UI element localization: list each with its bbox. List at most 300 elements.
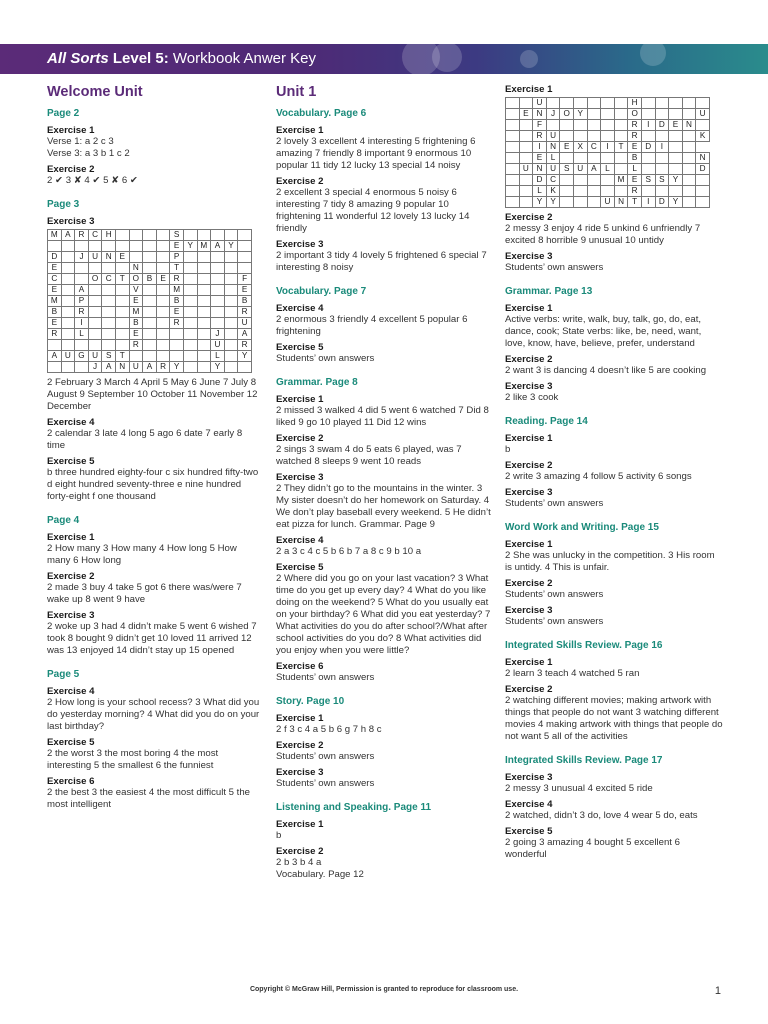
grid-cell [183, 252, 197, 263]
grid-cell [143, 285, 157, 296]
grid-cell [696, 120, 710, 131]
grid-cell [197, 329, 211, 340]
section-heading: Story. Page 10 [276, 696, 345, 707]
grid-cell: E [48, 285, 62, 296]
grid-cell [224, 252, 238, 263]
grid-cell [88, 241, 102, 252]
grid-cell [601, 153, 615, 164]
grid-cell [88, 263, 102, 274]
grid-cell: R [533, 131, 547, 142]
grid-cell: O [560, 109, 574, 120]
grid-cell [224, 318, 238, 329]
answer-text: Students’ own answers [276, 778, 375, 789]
grid-cell [88, 307, 102, 318]
grid-cell [519, 197, 533, 208]
grid-cell [682, 164, 696, 175]
exercise-label: Exercise 2 [276, 176, 324, 187]
grid-cell: T [170, 263, 184, 274]
grid-cell [156, 285, 170, 296]
grid-cell: R [75, 307, 89, 318]
decor-bubble [640, 44, 666, 66]
grid-cell [573, 120, 587, 131]
grid-cell: D [533, 175, 547, 186]
answer-text: 2 going 3 amazing 4 bought 5 excellent 6 wonderful [505, 837, 680, 860]
grid-cell: D [641, 142, 655, 153]
grid-row [506, 164, 710, 175]
exercise-label: Exercise 1 [276, 819, 324, 830]
grid-cell: V [129, 285, 143, 296]
grid-cell [183, 307, 197, 318]
grid-cell: D [655, 120, 669, 131]
grid-cell [506, 153, 520, 164]
grid-cell [88, 318, 102, 329]
grid-cell [519, 120, 533, 131]
grid-cell [669, 142, 683, 153]
grid-cell [506, 120, 520, 131]
grid-cell: N [129, 263, 143, 274]
grid-cell [506, 142, 520, 153]
grid-cell [573, 153, 587, 164]
answer-text: 2 February 3 March 4 April 5 May 6 June 7 July 8 August 9 September 10 October 11 November 12 December [47, 377, 258, 412]
grid-cell: E [669, 120, 683, 131]
grid-cell [143, 318, 157, 329]
grid-cell [238, 230, 252, 241]
column-welcome-unit [47, 82, 262, 811]
grid-cell [601, 109, 615, 120]
grid-cell [115, 318, 129, 329]
grid-cell: J [88, 362, 102, 373]
grid-cell [682, 175, 696, 186]
answer-text: 2 woke up 3 had 4 didn’t make 5 went 6 wished 7 took 8 bought 9 didn’t get 10 loved 11 arrived 12 was 13 enjoyed 14 didn’t stay up 15 opened [47, 621, 257, 656]
grid-cell: Y [238, 351, 252, 362]
grid-cell: Y [533, 197, 547, 208]
grid-cell [115, 340, 129, 351]
grid-cell [696, 175, 710, 186]
grid-cell [115, 230, 129, 241]
grid-cell [211, 274, 225, 285]
grid-cell [129, 351, 143, 362]
grid-cell [669, 131, 683, 142]
grid-cell: T [628, 197, 642, 208]
exercise-label: Exercise 2 [47, 571, 95, 582]
grid-cell [61, 362, 75, 373]
section-heading: Vocabulary. Page 7 [276, 286, 367, 297]
grid-cell: E [519, 109, 533, 120]
grid-cell: M [170, 285, 184, 296]
grid-row [48, 285, 252, 296]
grid-cell: R [238, 307, 252, 318]
grid-cell [183, 362, 197, 373]
grid-cell: L [533, 186, 547, 197]
grid-cell: E [129, 296, 143, 307]
grid-cell [197, 307, 211, 318]
grid-cell: B [143, 274, 157, 285]
grid-cell: S [102, 351, 116, 362]
grid-cell: R [156, 362, 170, 373]
grid-cell: O [628, 109, 642, 120]
grid-cell [641, 131, 655, 142]
grid-cell: Y [669, 175, 683, 186]
grid-cell [238, 263, 252, 274]
grid-cell: M [48, 230, 62, 241]
grid-cell [506, 175, 520, 186]
grid-cell [197, 274, 211, 285]
grid-cell: U [211, 340, 225, 351]
grid-cell [115, 329, 129, 340]
grid-cell [75, 274, 89, 285]
answer-text: 2 sings 3 swam 4 do 5 eats 6 played, was 7 watched 8 sleeps 9 went 10 reads [276, 444, 462, 467]
grid-cell [61, 263, 75, 274]
grid-cell [587, 153, 601, 164]
grid-cell [170, 351, 184, 362]
grid-cell: A [75, 285, 89, 296]
grid-cell: A [238, 329, 252, 340]
grid-cell [560, 131, 574, 142]
grid-cell [170, 329, 184, 340]
grid-cell: U [519, 164, 533, 175]
copyright-footer: Copyright © McGraw Hill, Permission is granted to reproduce for classroom use. [249, 986, 519, 993]
grid-cell [587, 98, 601, 109]
grid-cell [156, 329, 170, 340]
grid-cell [183, 351, 197, 362]
grid-cell [560, 197, 574, 208]
section-heading: Grammar. Page 8 [276, 377, 358, 388]
grid-cell: N [546, 142, 560, 153]
answer-text: 2 watching different movies; making artwork with things that people do not want 3 watching different movies 4 making artwork with things that people do not want 5 all of the activities [505, 695, 723, 742]
grid-cell: E [48, 318, 62, 329]
grid-cell: A [587, 164, 601, 175]
grid-row [48, 274, 252, 285]
grid-cell [61, 318, 75, 329]
grid-row [506, 109, 710, 120]
grid-cell [573, 197, 587, 208]
answer-text: Verse 3: a 3 b 1 c 2 [47, 148, 130, 159]
grid-cell: E [560, 142, 574, 153]
grid-cell [156, 230, 170, 241]
grid-cell: E [48, 263, 62, 274]
grid-row [48, 329, 252, 340]
grid-cell [224, 296, 238, 307]
exercise-label: Exercise 1 [505, 84, 553, 95]
section-heading: Page 5 [47, 669, 80, 680]
grid-cell: R [170, 274, 184, 285]
grid-cell [183, 274, 197, 285]
grid-cell: D [696, 164, 710, 175]
grid-cell [601, 186, 615, 197]
grid-cell: X [573, 142, 587, 153]
grid-cell [170, 340, 184, 351]
grid-row [506, 131, 710, 142]
grid-cell [211, 318, 225, 329]
exercise-label: Exercise 5 [276, 562, 324, 573]
grid-cell [669, 186, 683, 197]
grid-cell [61, 285, 75, 296]
grid-cell [601, 131, 615, 142]
grid-cell [682, 197, 696, 208]
answer-text: 2 She was unlucky in the competition. 3 His room is untidy. 4 This is unfair. [505, 550, 715, 573]
grid-cell [655, 164, 669, 175]
grid-cell [224, 263, 238, 274]
grid-row [506, 120, 710, 131]
answer-text: 2 f 3 c 4 a 5 b 6 g 7 h 8 c [276, 724, 382, 735]
grid-cell [75, 362, 89, 373]
exercise-label: Exercise 6 [276, 661, 324, 672]
answer-text: 2 important 3 tidy 4 lovely 5 frightened 6 special 7 interesting 8 noisy [276, 250, 487, 273]
grid-row [48, 351, 252, 362]
grid-cell: B [129, 318, 143, 329]
grid-cell [506, 109, 520, 120]
decor-bubble [432, 44, 462, 72]
grid-cell: E [628, 142, 642, 153]
grid-cell [183, 263, 197, 274]
grid-cell: C [102, 274, 116, 285]
grid-cell [655, 109, 669, 120]
grid-cell [601, 98, 615, 109]
grid-cell [88, 296, 102, 307]
grid-cell [183, 340, 197, 351]
grid-cell [75, 241, 89, 252]
grid-cell [587, 186, 601, 197]
grid-row [506, 186, 710, 197]
exercise-label: Exercise 4 [505, 799, 553, 810]
grid-cell [183, 285, 197, 296]
exercise-label: Exercise 1 [505, 539, 553, 550]
grid-cell [560, 120, 574, 131]
grid-cell: A [48, 351, 62, 362]
exercise-label: Exercise 2 [505, 354, 553, 365]
column-unit-1 [276, 82, 491, 881]
grid-cell: E [628, 175, 642, 186]
grid-cell [211, 296, 225, 307]
grid-cell [224, 329, 238, 340]
answer-text: 2 a 3 c 4 c 5 b 6 b 7 a 8 c 9 b 10 a [276, 546, 422, 557]
grid-cell: Y [546, 197, 560, 208]
grid-cell: B [628, 153, 642, 164]
exercise-label: Exercise 2 [505, 684, 553, 695]
grid-cell [143, 307, 157, 318]
answer-text: 2 How long is your school recess? 3 What did you do yesterday morning? 4 What did you do on your last birthday? [47, 697, 260, 732]
grid-cell: U [573, 164, 587, 175]
page-number: 1 [714, 985, 721, 997]
grid-cell: N [614, 197, 628, 208]
grid-cell: C [587, 142, 601, 153]
grid-cell [641, 109, 655, 120]
section-heading: Page 2 [47, 108, 80, 119]
grid-cell: N [533, 164, 547, 175]
grid-cell [48, 362, 62, 373]
answer-text: 2 the best 3 the easiest 4 the most difficult 5 the most intelligent [47, 787, 251, 810]
grid-cell: U [88, 351, 102, 362]
grid-cell [143, 351, 157, 362]
grid-cell [211, 252, 225, 263]
grid-cell: T [115, 274, 129, 285]
exercise-label: Exercise 6 [47, 776, 95, 787]
grid-cell: M [48, 296, 62, 307]
grid-cell [156, 263, 170, 274]
exercise-label: Exercise 3 [505, 251, 553, 262]
grid-cell: D [655, 197, 669, 208]
answer-text: 2 excellent 3 special 4 enormous 5 noisy 6 interesting 7 tidy 8 amazing 9 popular 10 frightening 11 wonderful 12 lovely 13 lucky 14 friendly [276, 187, 470, 234]
grid-cell [115, 285, 129, 296]
header-title [47, 50, 316, 67]
grid-cell [669, 164, 683, 175]
answer-text: 2 like 3 cook [505, 392, 559, 403]
section-heading: Integrated Skills Review. Page 16 [505, 640, 663, 651]
grid-cell: N [682, 120, 696, 131]
grid-cell [183, 318, 197, 329]
grid-cell [115, 296, 129, 307]
grid-cell [682, 142, 696, 153]
grid-cell: N [115, 362, 129, 373]
grid-cell: U [88, 252, 102, 263]
answer-text: Students’ own answers [276, 672, 375, 683]
grid-cell [506, 98, 520, 109]
grid-cell [560, 98, 574, 109]
grid-cell: M [129, 307, 143, 318]
grid-cell: N [102, 252, 116, 263]
answer-text: Students’ own answers [276, 353, 375, 364]
grid-cell [156, 351, 170, 362]
answer-text: 2 messy 3 unusual 4 excited 5 ride [505, 783, 653, 794]
exercise-label: Exercise 3 [47, 610, 95, 621]
grid-cell: I [641, 120, 655, 131]
grid-cell [197, 296, 211, 307]
section-heading: Reading. Page 14 [505, 416, 588, 427]
grid-cell [696, 197, 710, 208]
grid-cell [614, 153, 628, 164]
exercise-label: Exercise 1 [276, 713, 324, 724]
grid-cell: R [628, 186, 642, 197]
grid-cell [115, 307, 129, 318]
exercise-label: Exercise 5 [47, 737, 95, 748]
grid-cell [519, 98, 533, 109]
grid-cell: A [61, 230, 75, 241]
section-heading: Integrated Skills Review. Page 17 [505, 755, 663, 766]
grid-cell: U [61, 351, 75, 362]
grid-cell [197, 351, 211, 362]
exercise-label: Exercise 4 [276, 535, 324, 546]
grid-cell [48, 340, 62, 351]
adjectives-crossword-grid [505, 97, 710, 208]
grid-cell [61, 274, 75, 285]
grid-cell [641, 164, 655, 175]
grid-cell: U [696, 109, 710, 120]
exercise-label: Exercise 4 [276, 303, 324, 314]
grid-cell [211, 307, 225, 318]
answer-text: Vocabulary. Page 12 [276, 869, 364, 880]
grid-cell [211, 285, 225, 296]
grid-cell [143, 230, 157, 241]
header-banner [0, 44, 768, 74]
grid-row [48, 230, 252, 241]
answer-text: 2 ✔ 3 ✘ 4 ✔ 5 ✘ 6 ✔ [47, 175, 138, 186]
grid-cell [560, 153, 574, 164]
grid-cell [102, 340, 116, 351]
answer-text: Verse 1: a 2 c 3 [47, 136, 114, 147]
grid-cell: E [170, 241, 184, 252]
grid-cell [696, 186, 710, 197]
grid-cell [102, 307, 116, 318]
grid-cell [102, 318, 116, 329]
grid-cell: R [129, 340, 143, 351]
grid-cell [669, 153, 683, 164]
grid-cell: P [75, 296, 89, 307]
grid-cell [560, 186, 574, 197]
exercise-label: Exercise 2 [47, 164, 95, 175]
grid-cell [669, 98, 683, 109]
grid-cell [61, 340, 75, 351]
grid-cell [560, 175, 574, 186]
exercise-label: Exercise 2 [276, 846, 324, 857]
column-unit-1-continued [505, 82, 723, 861]
grid-cell [682, 186, 696, 197]
grid-cell [143, 329, 157, 340]
exercise-label: Exercise 3 [505, 487, 553, 498]
grid-cell: C [88, 230, 102, 241]
grid-cell: G [75, 351, 89, 362]
answer-text: 2 watched, didn’t 3 do, love 4 wear 5 do, eats [505, 810, 698, 821]
section-heading: Grammar. Page 13 [505, 286, 593, 297]
exercise-label: Exercise 3 [505, 381, 553, 392]
grid-cell [238, 241, 252, 252]
grid-cell: U [129, 362, 143, 373]
grid-cell: I [533, 142, 547, 153]
months-crossword-grid [47, 229, 252, 373]
exercise-label: Exercise 2 [276, 740, 324, 751]
grid-cell: H [628, 98, 642, 109]
grid-cell: A [143, 362, 157, 373]
grid-cell [61, 296, 75, 307]
answer-text: 2 b 3 b 4 a [276, 857, 322, 868]
exercise-label: Exercise 3 [505, 772, 553, 783]
grid-cell: S [170, 230, 184, 241]
grid-cell [655, 131, 669, 142]
grid-cell [682, 153, 696, 164]
grid-cell [614, 98, 628, 109]
grid-cell: C [48, 274, 62, 285]
exercise-label: Exercise 1 [276, 394, 324, 405]
grid-cell [156, 252, 170, 263]
exercise-label: Exercise 3 [276, 472, 324, 483]
grid-cell: U [546, 164, 560, 175]
grid-cell [655, 186, 669, 197]
grid-cell: U [546, 131, 560, 142]
grid-cell [88, 329, 102, 340]
exercise-label: Exercise 1 [505, 303, 553, 314]
grid-row [506, 175, 710, 186]
grid-cell [129, 252, 143, 263]
grid-cell [238, 362, 252, 373]
grid-cell [129, 230, 143, 241]
grid-cell [641, 186, 655, 197]
answer-text: 2 How many 3 How many 4 How long 5 How many 6 How long [47, 543, 237, 566]
grid-cell [183, 329, 197, 340]
grid-row [48, 362, 252, 373]
grid-cell [197, 263, 211, 274]
grid-cell [197, 362, 211, 373]
grid-cell [519, 186, 533, 197]
grid-cell [614, 131, 628, 142]
exercise-label: Exercise 1 [47, 125, 95, 136]
grid-row [506, 142, 710, 153]
grid-cell: I [601, 142, 615, 153]
answer-text: 2 Where did you go on your last vacation? 3 What time do you get up every day? 4 What do you like doing on the weekend? 5 What do you usually eat on your birthday? 6 What did you eat yesterday? 7 What activities do you do after school?/What after school activities do you do? 8 What activities did you enjoy when you were little? [276, 573, 491, 656]
grid-cell [129, 241, 143, 252]
grid-cell: L [75, 329, 89, 340]
answer-text: 2 calendar 3 late 4 long 5 ago 6 date 7 early 8 time [47, 428, 243, 451]
grid-cell [61, 307, 75, 318]
grid-cell: L [546, 153, 560, 164]
